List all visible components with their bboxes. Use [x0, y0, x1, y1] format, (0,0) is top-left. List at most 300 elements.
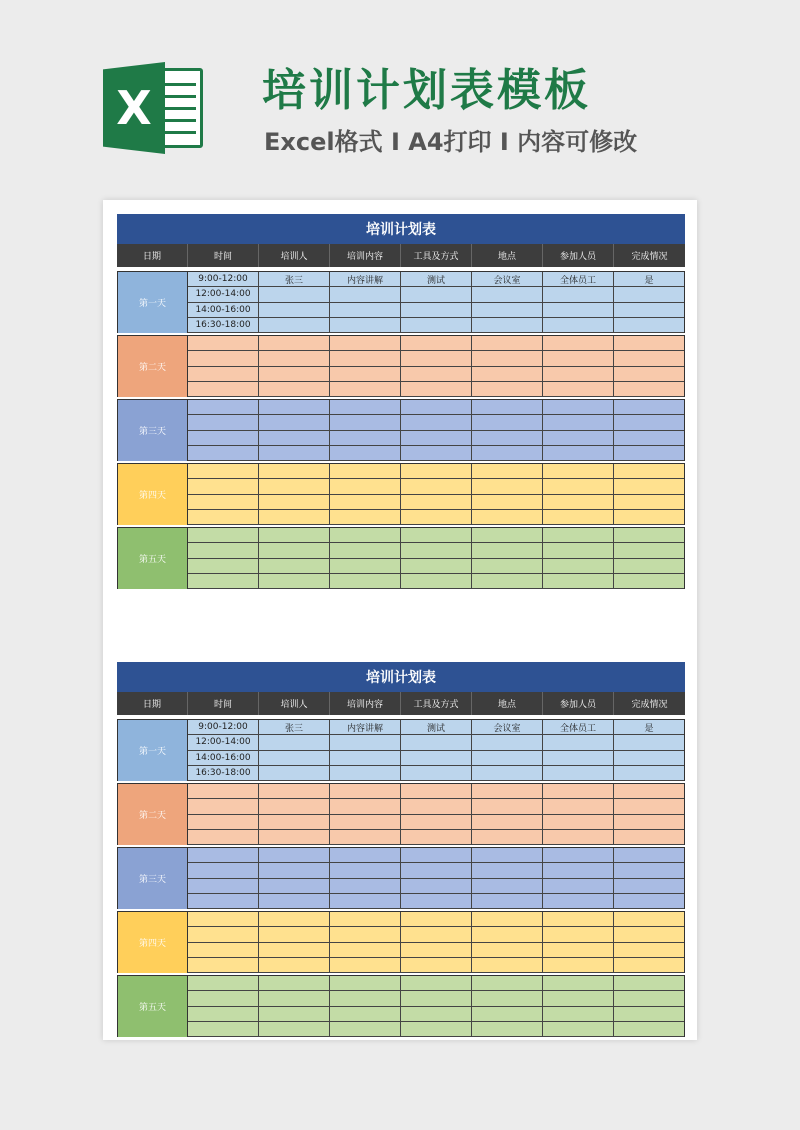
table-cell[interactable]	[188, 446, 259, 460]
table-cell[interactable]	[472, 912, 543, 926]
table-row	[188, 720, 684, 735]
table-cell[interactable]	[543, 912, 614, 926]
table-cell[interactable]	[543, 464, 614, 478]
table-cell[interactable]	[614, 574, 684, 588]
table-cell[interactable]	[188, 879, 259, 893]
table-cell[interactable]	[188, 1007, 259, 1021]
table-cell[interactable]	[472, 830, 543, 844]
table-cell[interactable]	[188, 574, 259, 588]
table-cell[interactable]	[472, 510, 543, 524]
table-cell[interactable]	[614, 382, 684, 396]
table-cell[interactable]	[259, 495, 330, 509]
table-cell[interactable]	[614, 543, 684, 557]
table-cell[interactable]	[188, 894, 259, 908]
table-cell[interactable]	[614, 559, 684, 573]
table-cell[interactable]	[259, 287, 330, 301]
table-cell[interactable]: 9:00-12:00	[188, 272, 259, 286]
table-cell[interactable]	[543, 1022, 614, 1036]
table-cell[interactable]	[330, 336, 401, 350]
table-cell[interactable]	[401, 848, 472, 862]
day-label[interactable]: 第五天	[117, 528, 188, 589]
table-cell[interactable]	[401, 943, 472, 957]
table-cell[interactable]	[330, 799, 401, 813]
table-cell[interactable]	[401, 464, 472, 478]
table-cell[interactable]	[188, 958, 259, 972]
table-cell[interactable]	[614, 976, 684, 990]
table-cell[interactable]	[614, 528, 684, 542]
table-cell[interactable]	[259, 559, 330, 573]
table-cell[interactable]	[614, 303, 684, 317]
table-cell[interactable]	[614, 464, 684, 478]
table-cell[interactable]	[330, 735, 401, 749]
day-label[interactable]: 第二天	[117, 784, 188, 845]
day-label[interactable]: 第五天	[117, 976, 188, 1037]
table-cell[interactable]	[614, 784, 684, 798]
table-cell[interactable]	[330, 382, 401, 396]
table-cell[interactable]	[330, 303, 401, 317]
table-cell[interactable]	[401, 318, 472, 332]
table-cell[interactable]	[401, 287, 472, 301]
table-cell[interactable]	[614, 991, 684, 1005]
table-cell[interactable]	[259, 464, 330, 478]
table-cell[interactable]	[614, 815, 684, 829]
table-cell[interactable]	[188, 927, 259, 941]
table-cell[interactable]	[543, 495, 614, 509]
table-cell[interactable]	[188, 382, 259, 396]
table-cell[interactable]	[401, 351, 472, 365]
table-cell[interactable]	[543, 879, 614, 893]
table-row	[188, 991, 684, 1006]
table-cell[interactable]	[401, 446, 472, 460]
table-cell[interactable]	[259, 976, 330, 990]
table-cell[interactable]	[472, 976, 543, 990]
table-cell[interactable]	[543, 574, 614, 588]
table-cell[interactable]	[401, 336, 472, 350]
table-cell[interactable]	[330, 815, 401, 829]
table-cell[interactable]	[472, 559, 543, 573]
table-cell[interactable]	[188, 784, 259, 798]
table-cell[interactable]	[401, 830, 472, 844]
table-cell[interactable]	[543, 799, 614, 813]
table-cell[interactable]	[472, 287, 543, 301]
table-cell[interactable]	[259, 799, 330, 813]
day-label[interactable]: 第四天	[117, 912, 188, 973]
table-cell[interactable]: 12:00-14:00	[188, 287, 259, 301]
table-cell[interactable]: 14:00-16:00	[188, 303, 259, 317]
table-cell[interactable]	[330, 318, 401, 332]
table-cell[interactable]	[543, 510, 614, 524]
table-cell[interactable]: 12:00-14:00	[188, 735, 259, 749]
table-cell[interactable]	[188, 351, 259, 365]
table-cell[interactable]	[543, 863, 614, 877]
table-cell[interactable]	[330, 958, 401, 972]
table-cell[interactable]	[472, 431, 543, 445]
table-cell[interactable]	[472, 479, 543, 493]
table-cell[interactable]	[330, 351, 401, 365]
table-cell[interactable]	[472, 784, 543, 798]
table-cell[interactable]	[330, 863, 401, 877]
table-cell[interactable]	[401, 976, 472, 990]
table-cell[interactable]	[401, 766, 472, 780]
table-cell[interactable]: 会议室	[472, 272, 543, 286]
table-cell[interactable]	[330, 400, 401, 414]
table-cell[interactable]	[188, 431, 259, 445]
table-cell[interactable]	[188, 976, 259, 990]
table-cell[interactable]	[330, 976, 401, 990]
table-cell[interactable]	[401, 510, 472, 524]
table-cell[interactable]	[472, 400, 543, 414]
table-cell[interactable]	[401, 367, 472, 381]
table-cell[interactable]	[259, 303, 330, 317]
table-cell[interactable]	[543, 894, 614, 908]
table-cell[interactable]	[330, 543, 401, 557]
table-cell[interactable]	[330, 751, 401, 765]
table-cell[interactable]	[472, 351, 543, 365]
table-cell[interactable]	[472, 894, 543, 908]
table-cell[interactable]	[188, 815, 259, 829]
day-label[interactable]: 第三天	[117, 400, 188, 461]
table-cell[interactable]	[259, 894, 330, 908]
table-cell[interactable]	[330, 510, 401, 524]
table-cell[interactable]	[259, 879, 330, 893]
table-cell[interactable]	[543, 559, 614, 573]
table-cell[interactable]	[259, 1007, 330, 1021]
table-cell[interactable]	[472, 464, 543, 478]
table-cell[interactable]	[614, 927, 684, 941]
table-cell[interactable]	[401, 958, 472, 972]
table-cell[interactable]	[543, 351, 614, 365]
excel-logo-icon	[103, 62, 203, 154]
table-cell[interactable]	[330, 879, 401, 893]
table-cell[interactable]	[543, 318, 614, 332]
table-cell[interactable]	[401, 559, 472, 573]
table-cell[interactable]	[401, 1022, 472, 1036]
table-cell[interactable]	[330, 287, 401, 301]
table-cell[interactable]	[614, 848, 684, 862]
table-cell[interactable]	[188, 415, 259, 429]
table-cell[interactable]: 全体员工	[543, 720, 614, 734]
table-cell[interactable]	[259, 510, 330, 524]
table-cell[interactable]	[188, 1022, 259, 1036]
table-cell[interactable]	[472, 815, 543, 829]
table-cell[interactable]	[614, 830, 684, 844]
table-cell[interactable]	[543, 848, 614, 862]
table-cell[interactable]	[330, 574, 401, 588]
table-cell[interactable]	[259, 735, 330, 749]
page-subtitle: Excel格式 I A4打印 I 内容可修改	[264, 128, 638, 156]
table-cell[interactable]	[259, 431, 330, 445]
table-cell[interactable]	[543, 415, 614, 429]
table-cell[interactable]	[259, 382, 330, 396]
table-cell[interactable]	[188, 543, 259, 557]
table-cell[interactable]	[614, 1022, 684, 1036]
table-cell[interactable]	[401, 1007, 472, 1021]
table-cell[interactable]	[543, 927, 614, 941]
table-cell[interactable]	[472, 336, 543, 350]
table-cell[interactable]	[614, 1007, 684, 1021]
table-cell[interactable]	[543, 382, 614, 396]
table-cell[interactable]	[188, 863, 259, 877]
table-cell[interactable]	[614, 912, 684, 926]
table-cell[interactable]	[401, 912, 472, 926]
table-cell[interactable]	[614, 351, 684, 365]
table-cell[interactable]	[259, 400, 330, 414]
table-cell[interactable]	[543, 735, 614, 749]
table-cell[interactable]	[543, 784, 614, 798]
table-cell[interactable]	[401, 495, 472, 509]
table-cell[interactable]	[614, 799, 684, 813]
table-cell[interactable]	[330, 495, 401, 509]
table-cell[interactable]	[330, 479, 401, 493]
table-cell[interactable]	[401, 528, 472, 542]
table-cell[interactable]	[614, 318, 684, 332]
table-cell[interactable]: 测试	[401, 272, 472, 286]
table-cell[interactable]	[188, 830, 259, 844]
table-cell[interactable]	[543, 815, 614, 829]
table-cell[interactable]	[543, 976, 614, 990]
table-cell[interactable]	[543, 830, 614, 844]
table-cell[interactable]	[401, 815, 472, 829]
table-cell[interactable]	[472, 528, 543, 542]
table-cell[interactable]	[330, 848, 401, 862]
table-cell[interactable]	[472, 751, 543, 765]
table-cell[interactable]	[259, 1022, 330, 1036]
table-cell[interactable]	[614, 943, 684, 957]
day-block	[117, 463, 685, 525]
table-cell[interactable]	[401, 303, 472, 317]
table-cell[interactable]	[472, 958, 543, 972]
day-label[interactable]: 第一天	[117, 720, 188, 781]
table-cell[interactable]	[259, 367, 330, 381]
table-cell[interactable]	[472, 735, 543, 749]
table-cell[interactable]: 9:00-12:00	[188, 720, 259, 734]
table-cell[interactable]	[259, 848, 330, 862]
table-cell[interactable]	[614, 336, 684, 350]
table-cell[interactable]	[401, 894, 472, 908]
table-cell[interactable]	[614, 751, 684, 765]
table-cell[interactable]	[259, 863, 330, 877]
table-cell[interactable]	[614, 766, 684, 780]
table-cell[interactable]	[614, 510, 684, 524]
table-cell[interactable]	[188, 336, 259, 350]
table-cell[interactable]	[543, 943, 614, 957]
table-cell[interactable]	[614, 400, 684, 414]
table-cell[interactable]	[259, 943, 330, 957]
table-cell[interactable]	[543, 528, 614, 542]
day-block	[117, 911, 685, 973]
table-cell[interactable]	[401, 574, 472, 588]
day-label[interactable]: 第三天	[117, 848, 188, 909]
table-cell[interactable]: 16:30-18:00	[188, 318, 259, 332]
table-cell[interactable]	[188, 464, 259, 478]
table-cell[interactable]	[472, 943, 543, 957]
table-cell[interactable]	[614, 367, 684, 381]
table-cell[interactable]	[188, 943, 259, 957]
table-cell[interactable]: 是	[644, 723, 654, 734]
table-cell[interactable]	[330, 1022, 401, 1036]
table-cell[interactable]	[543, 336, 614, 350]
table-cell[interactable]	[614, 446, 684, 460]
table-cell[interactable]	[259, 830, 330, 844]
table-cell[interactable]	[543, 446, 614, 460]
table-cell[interactable]	[614, 863, 684, 877]
day-label[interactable]: 第二天	[117, 336, 188, 397]
table-cell[interactable]	[472, 863, 543, 877]
table-cell[interactable]	[401, 879, 472, 893]
table-cell[interactable]	[330, 927, 401, 941]
table-cell[interactable]	[259, 336, 330, 350]
table-cell[interactable]	[330, 431, 401, 445]
table-cell[interactable]	[401, 415, 472, 429]
table-cell[interactable]: 是	[644, 275, 654, 286]
table-cell[interactable]	[543, 400, 614, 414]
table-cell[interactable]: 14:00-16:00	[188, 751, 259, 765]
table-cell[interactable]	[188, 528, 259, 542]
table-cell[interactable]	[330, 830, 401, 844]
table-cell[interactable]	[259, 446, 330, 460]
table-cell[interactable]	[543, 1007, 614, 1021]
table-cell[interactable]	[614, 479, 684, 493]
table-cell[interactable]	[259, 751, 330, 765]
table-cell[interactable]	[472, 495, 543, 509]
table-cell[interactable]	[543, 958, 614, 972]
table-cell[interactable]	[330, 464, 401, 478]
table-cell[interactable]	[543, 766, 614, 780]
table-cell[interactable]	[330, 784, 401, 798]
table-cell[interactable]	[330, 943, 401, 957]
table-cell[interactable]	[259, 927, 330, 941]
table-cell[interactable]	[543, 543, 614, 557]
table-cell[interactable]	[614, 415, 684, 429]
table-cell[interactable]	[472, 766, 543, 780]
table-cell[interactable]	[472, 848, 543, 862]
table-cell[interactable]	[614, 495, 684, 509]
table-cell[interactable]	[543, 287, 614, 301]
table-cell[interactable]	[472, 927, 543, 941]
table-cell[interactable]	[188, 367, 259, 381]
table-cell[interactable]: 张三	[259, 272, 330, 286]
table-cell[interactable]	[543, 303, 614, 317]
table-cell[interactable]	[472, 799, 543, 813]
table-cell[interactable]	[614, 958, 684, 972]
table-row	[188, 415, 684, 430]
table-cell[interactable]	[259, 528, 330, 542]
table-cell[interactable]	[259, 815, 330, 829]
table-cell[interactable]	[401, 784, 472, 798]
table-cell[interactable]	[472, 303, 543, 317]
table-cell[interactable]	[330, 991, 401, 1005]
table-cell[interactable]	[472, 446, 543, 460]
table-cell[interactable]	[188, 510, 259, 524]
table-cell[interactable]	[401, 799, 472, 813]
table-cell[interactable]	[188, 400, 259, 414]
table-cell[interactable]	[543, 431, 614, 445]
table-cell[interactable]	[259, 543, 330, 557]
table-cell[interactable]: 会议室	[472, 720, 543, 734]
table-cell[interactable]	[188, 848, 259, 862]
table-cell[interactable]	[259, 479, 330, 493]
table-cell[interactable]	[259, 912, 330, 926]
table-cell[interactable]	[188, 799, 259, 813]
table-cell[interactable]: 全体员工	[543, 272, 614, 286]
table-cell[interactable]	[472, 879, 543, 893]
table-cell[interactable]	[259, 991, 330, 1005]
day-label[interactable]: 第四天	[117, 464, 188, 525]
column-header: 完成情况	[631, 252, 668, 262]
table-cell[interactable]	[401, 400, 472, 414]
table-cell[interactable]	[259, 415, 330, 429]
table-cell[interactable]	[401, 751, 472, 765]
table-cell[interactable]: 张三	[259, 720, 330, 734]
table-cell[interactable]	[543, 367, 614, 381]
table-cell[interactable]	[401, 431, 472, 445]
table-cell[interactable]	[330, 367, 401, 381]
table-cell[interactable]	[330, 415, 401, 429]
table-cell[interactable]	[259, 574, 330, 588]
table-cell[interactable]: 内容讲解	[330, 720, 401, 734]
table-cell[interactable]: 测试	[401, 720, 472, 734]
table-cell[interactable]	[259, 784, 330, 798]
table-cell[interactable]	[259, 958, 330, 972]
table-cell[interactable]	[472, 1007, 543, 1021]
table-cell[interactable]	[330, 1007, 401, 1021]
table-cell[interactable]	[330, 559, 401, 573]
table-cell[interactable]	[472, 574, 543, 588]
table-cell[interactable]	[614, 879, 684, 893]
table-cell[interactable]	[543, 479, 614, 493]
table-cell[interactable]	[259, 318, 330, 332]
table-cell[interactable]: 16:30-18:00	[188, 766, 259, 780]
sheet-title: 培训计划表	[117, 214, 685, 244]
table-cell[interactable]	[472, 1022, 543, 1036]
table-cell[interactable]	[472, 318, 543, 332]
logo-letter: X	[116, 81, 152, 135]
day-label[interactable]: 第一天	[117, 272, 188, 333]
table-cell[interactable]	[188, 479, 259, 493]
table-cell[interactable]	[330, 912, 401, 926]
table-cell[interactable]	[401, 927, 472, 941]
table-cell[interactable]	[188, 559, 259, 573]
table-cell[interactable]	[259, 351, 330, 365]
table-cell[interactable]	[188, 912, 259, 926]
table-cell[interactable]	[401, 479, 472, 493]
table-cell[interactable]	[188, 495, 259, 509]
table-cell[interactable]	[259, 766, 330, 780]
table-cell[interactable]	[330, 528, 401, 542]
table-cell[interactable]	[543, 751, 614, 765]
table-cell[interactable]	[401, 382, 472, 396]
table-cell[interactable]	[401, 991, 472, 1005]
table-cell[interactable]	[401, 735, 472, 749]
table-cell[interactable]	[330, 894, 401, 908]
table-cell[interactable]	[330, 766, 401, 780]
table-cell[interactable]	[330, 446, 401, 460]
table-cell[interactable]	[188, 991, 259, 1005]
table-cell[interactable]	[614, 431, 684, 445]
table-cell[interactable]	[543, 991, 614, 1005]
table-cell[interactable]	[472, 991, 543, 1005]
table-cell[interactable]	[614, 735, 684, 749]
table-cell[interactable]: 内容讲解	[330, 272, 401, 286]
table-cell[interactable]	[614, 287, 684, 301]
table-cell[interactable]	[472, 382, 543, 396]
table-cell[interactable]	[472, 415, 543, 429]
table-cell[interactable]	[472, 367, 543, 381]
table-cell[interactable]	[401, 863, 472, 877]
table-cell[interactable]	[614, 894, 684, 908]
table-cell[interactable]	[401, 543, 472, 557]
table-cell[interactable]	[472, 543, 543, 557]
